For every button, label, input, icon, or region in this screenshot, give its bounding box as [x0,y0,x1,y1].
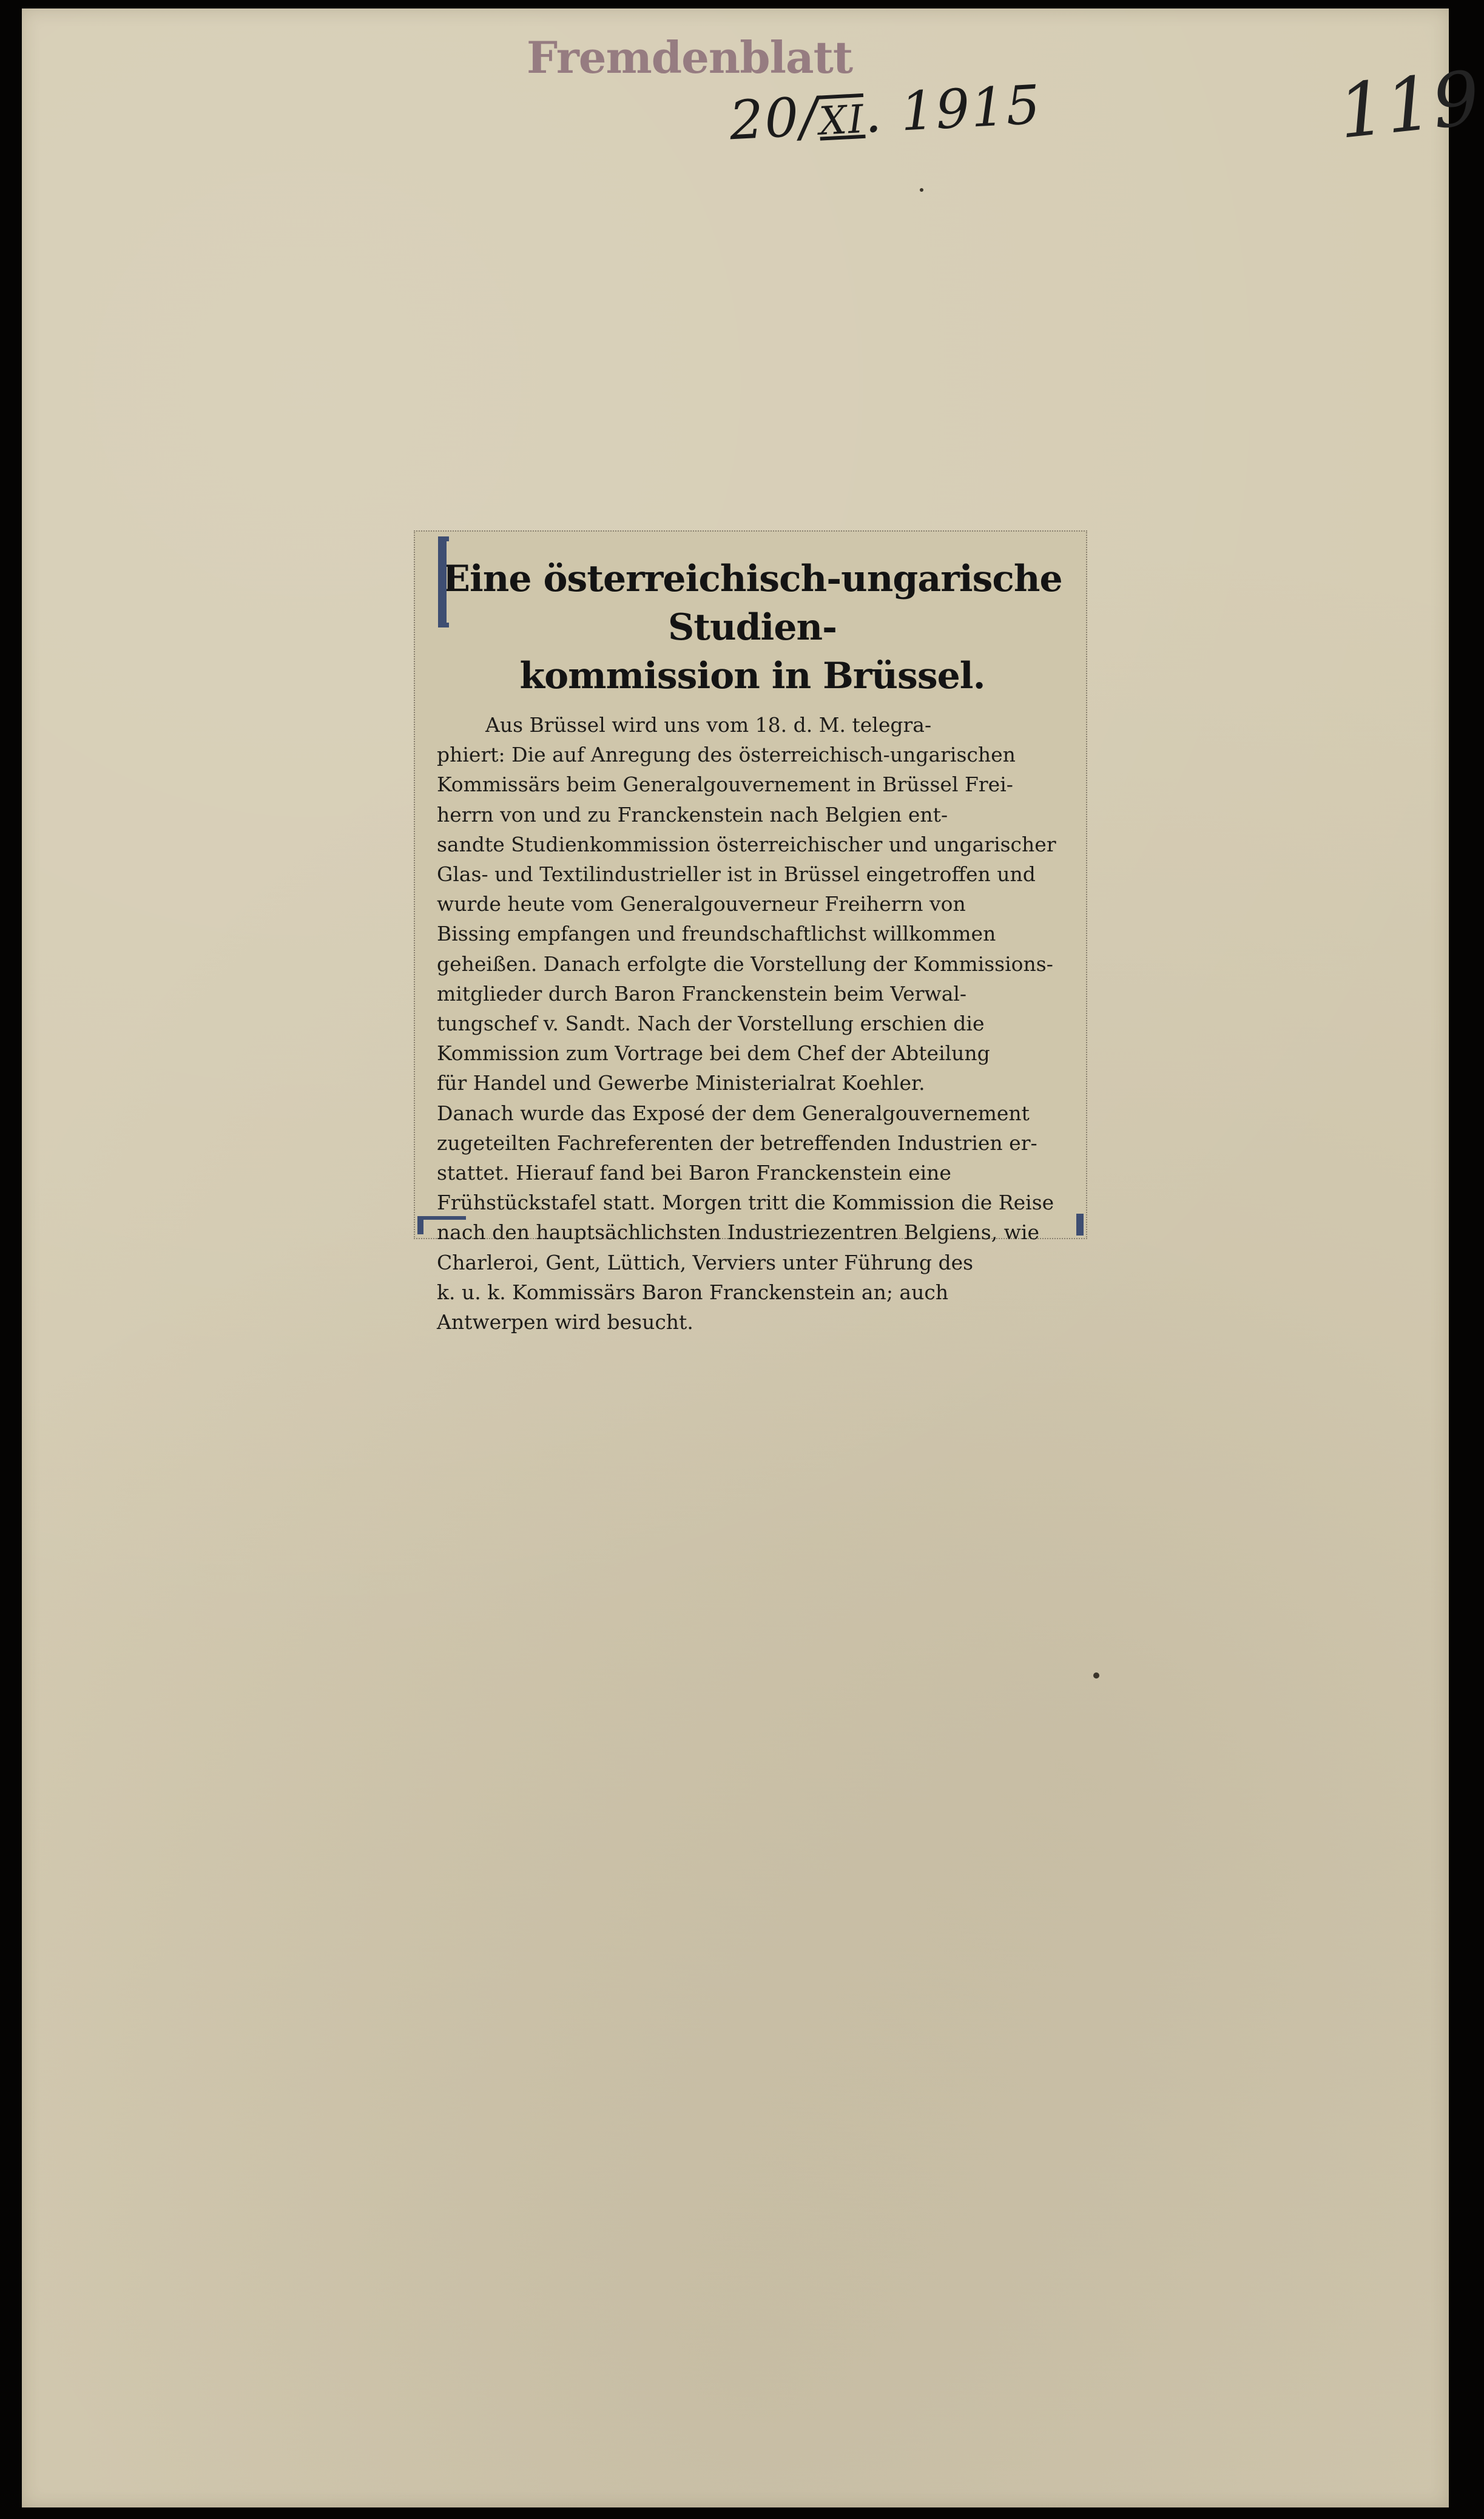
headline-line: Eine österreichisch-ungarische Studien- [442,558,1062,649]
body-line: Aus Brüssel wird uns vom 18. d. M. telegra- [485,713,932,737]
body-line: Danach wurde das Exposé der dem Generalgouvernement [437,1101,1030,1125]
body-line: Kommissärs beim Generalgouvernement in Brüssel Frei- [437,773,1013,797]
body-line: mitglieder durch Baron Franckenstein beim Verwal- [437,981,967,1006]
date-year: 1915 [899,73,1043,143]
folio-number: 119 [1334,55,1484,155]
paper-speck [920,188,923,192]
body-line: Antwerpen wird besucht. [437,1310,693,1334]
body-line: herrn von und zu Franckenstein nach Belgien ent- [437,802,948,827]
body-line: Charleroi, Gent, Lüttich, Verviers unter Führung des [437,1250,974,1274]
body-line: Frühstückstafel statt. Morgen tritt die Kommission die Reise [437,1191,1054,1215]
body-line: Glas- und Textilindustrieller ist in Brüssel eingetroffen und [437,862,1036,887]
body-line: wurde heute vom Generalgouverneur Freiherrn von [437,892,966,916]
body-line: Bissing empfangen und freundschaftlichst willkommen [437,922,996,946]
headline-line: kommission in Brüssel. [519,655,985,697]
body-line: sandte Studienkommission österreichischer und ungarischer [437,832,1056,856]
article-headline [437,555,1068,700]
body-line: für Handel und Gewerbe Ministerialrat Koehler. [437,1071,925,1095]
article-body [437,710,1068,1337]
body-line: nach den hauptsächlichsten Industriezentren Belgiens, wie [437,1220,1040,1245]
body-line: phiert: Die auf Anregung des österreichisch-ungarischen [437,743,1016,767]
body-line: tungschef v. Sandt. Nach der Vorstellung erschien die [437,1012,985,1036]
body-line: stattet. Hierauf fand bei Baron Franckenstein eine [437,1161,951,1185]
body-line: geheißen. Danach erfolgte die Vorstellung der Kommissions- [437,952,1053,976]
date-month: XI [818,96,866,144]
paper-speck [1093,1672,1099,1679]
body-line: zugeteilten Fachreferenten der betreffenden Industrien er- [437,1131,1037,1155]
archive-sheet [22,8,1484,2507]
handwritten-date: 20/XI. 1915 [727,73,1043,152]
blue-pencil-bracket-top [438,536,449,627]
body-line: Kommission zum Vortrage bei dem Chef der Abteilung [437,1041,990,1066]
blue-pencil-bracket-bottom [417,1216,466,1234]
body-line: k. u. k. Kommissärs Baron Franckenstein an; auch [437,1280,949,1304]
newspaper-clipping [414,530,1087,1334]
date-day: 20 [727,86,801,152]
newspaper-stamp: Fremdenblatt [527,32,853,83]
blue-pencil-mark-right [1076,1214,1084,1236]
